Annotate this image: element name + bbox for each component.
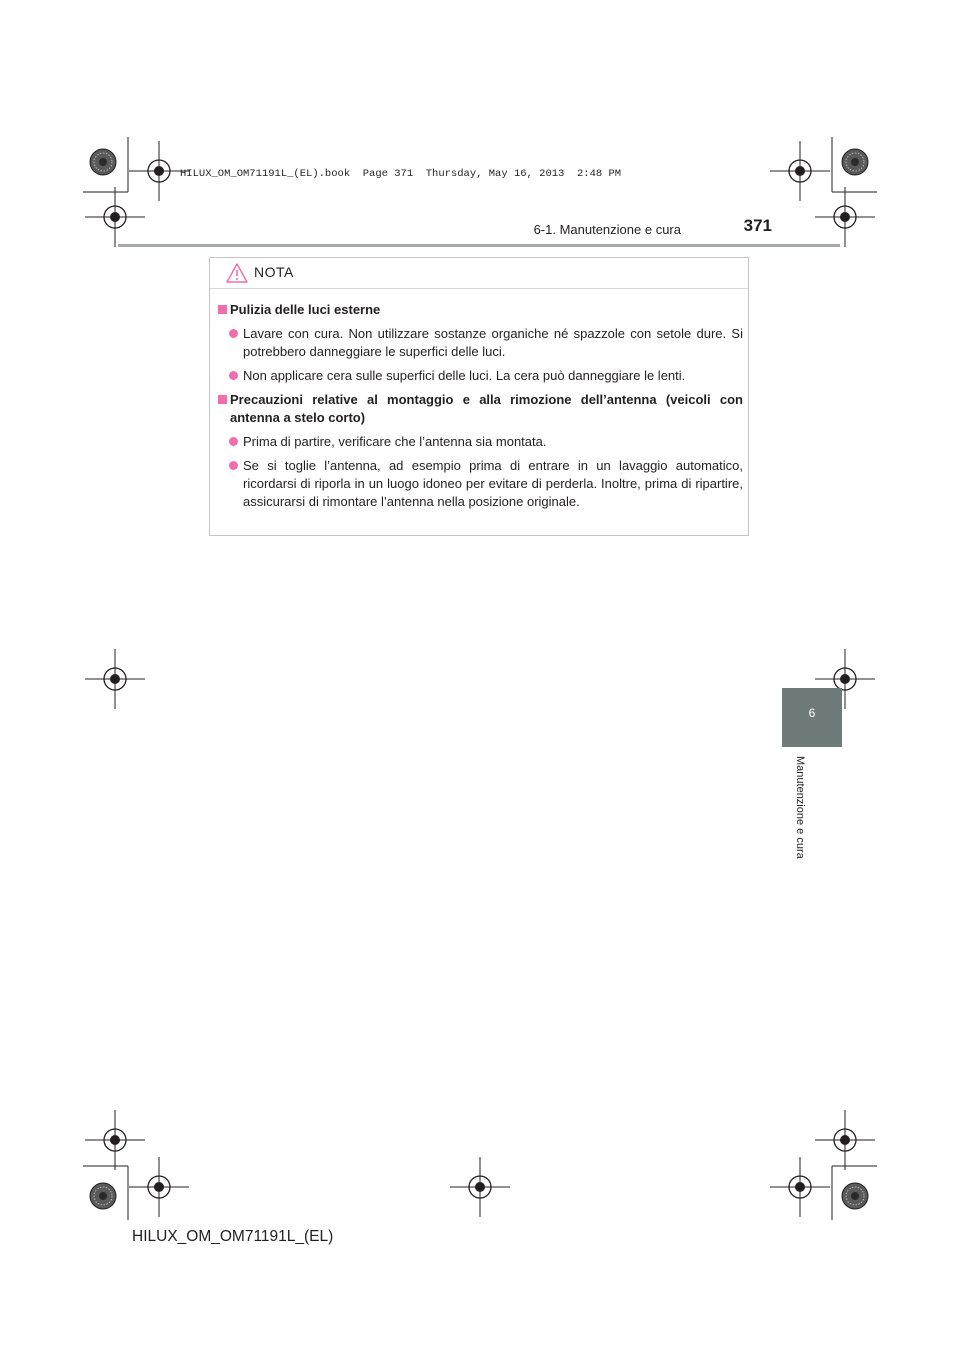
note-box <box>209 257 749 536</box>
note-title: NOTA <box>254 264 294 280</box>
note-bullet: Se si toglie l’antenna, ad esempio prima di entrare in un lavaggio automatico, ricordarsi di riporla in un luogo idoneo per evitare di perderla. Inoltre, prima di ripartire, assicurarsi di rimontare l’antenna nella posizione originale. <box>218 457 743 511</box>
circle-bullet-icon <box>229 461 238 470</box>
header-rule <box>118 244 840 247</box>
chapter-tab <box>782 688 842 747</box>
note-header <box>210 258 748 289</box>
note-body <box>218 301 743 517</box>
page-number: 371 <box>743 216 772 235</box>
square-bullet-icon <box>218 395 227 404</box>
square-bullet-icon <box>218 305 227 314</box>
print-stamp: HILUX_OM_OM71191L_(EL).book Page 371 Thursday, May 16, 2013 2:48 PM <box>180 168 622 180</box>
circle-bullet-icon <box>229 329 238 338</box>
note-bullet: Non applicare cera sulle superfici delle luci. La cera può danneggiare le lenti. <box>218 367 743 385</box>
warning-triangle-icon <box>226 263 248 283</box>
chapter-label: Manutenzione e cura <box>794 756 806 859</box>
footer-code: HILUX_OM_OM71191L_(EL) <box>132 1228 334 1245</box>
note-heading: Pulizia delle luci esterne <box>218 301 743 319</box>
circle-bullet-icon <box>229 371 238 380</box>
chapter-number: 6 <box>808 706 816 720</box>
note-bullet: Lavare con cura. Non utilizzare sostanze organiche né spazzole con setole dure. Si potrebbero danneggiare le superfici delle luci. <box>218 325 743 361</box>
note-bullet: Prima di partire, verificare che l’antenna sia montata. <box>218 433 743 451</box>
note-heading: Precauzioni relative al montaggio e alla rimozione dell’antenna (veicoli con antenna a stelo corto) <box>218 391 743 427</box>
section-title: 6-1. Manutenzione e cura <box>533 222 681 237</box>
circle-bullet-icon <box>229 437 238 446</box>
